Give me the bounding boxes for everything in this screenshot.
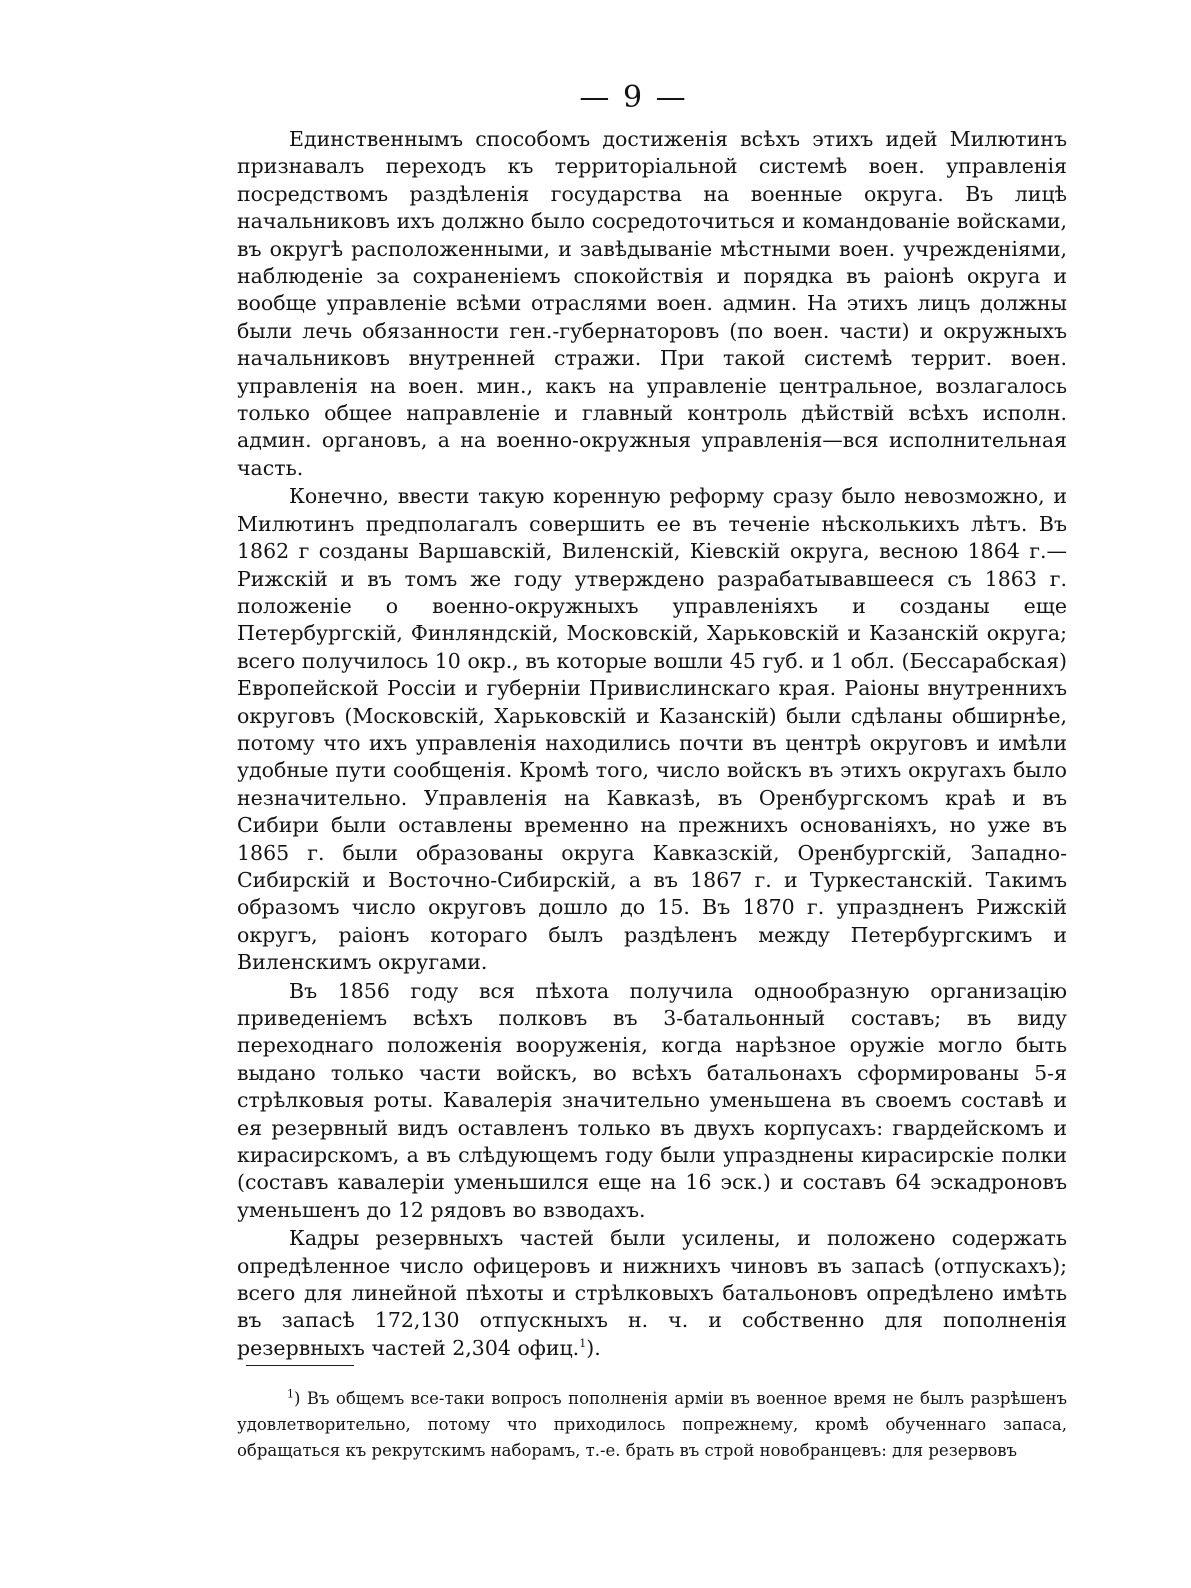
paragraph-4-tail: ). <box>586 1335 601 1360</box>
footnote-reference: 1 <box>579 1337 587 1351</box>
footnote-text-line <box>237 1386 1067 1464</box>
page-number: — 9 — <box>579 80 688 115</box>
footnote-marker: 1 <box>287 1387 294 1401</box>
footnote-text: ) Въ общемъ все-таки вопросъ пополненія арміи въ военное время не былъ разрѣшенъ удовлетворительно, потому что приходилось попрежнему, кромѣ обученнаго запаса, обращаться къ рекрутскимъ наборамъ, т.-е. брать въ строй новобранцевъ: для резервовъ <box>237 1389 1067 1460</box>
paragraph-4 <box>237 1225 1067 1362</box>
footnote-divider <box>246 1365 354 1366</box>
paragraph-2: Конечно, ввести такую коренную реформу сразу было невозможно, и Милютинъ предполагалъ совершить ее въ теченіе нѣсколькихъ лѣтъ. Въ 1862 г созданы Варшавскій, Виленскій, Кіевскій округа, весною 1864 г.—Рижскій и въ томъ же году утверждено разрабатывавшееся съ 1863 г. положеніе о военно-окружныхъ управленіяхъ и созданы еще Петербургскій, Финляндскій, Московскій, Харьковскій и Казанскій округа; всего получилось 10 окр., въ которые вошли 45 губ. и 1 обл. (Бессарабская) Европейской Россіи и губерніи Привислинскаго края. Раіоны внутреннихъ округовъ (Московскій, Харьковскій и Казанскій) были сдѣланы обширнѣе, потому что ихъ управленія находились почти въ центрѣ округовъ и имѣли удобные пути сообщенія. Кромѣ того, число войскъ въ этихъ округахъ было незначительно. Управленія на Кавказѣ, въ Оренбургскомъ краѣ и въ Сибири были оставлены временно на прежнихъ основаніяхъ, но уже въ 1865 г. были образованы округа Кавказскій, Оренбургскій, Западно-Сибирскій и Восточно-Сибирскій, а въ 1867 г. и Туркестанскій. Такимъ образомъ число округовъ дошло до 15. Въ 1870 г. упраздненъ Рижскій округъ, раіонъ котораго былъ раздѣленъ между Петербургскимъ и Виленскимъ округами. <box>237 484 1067 975</box>
paragraph-3: Въ 1856 году вся пѣхота получила однообразную организацію приведеніемъ всѣхъ полковъ въ 3-батальонный составъ; въ виду переходнаго положенія вооруженія, когда нарѣзное оружіе могло быть выдано только части войскъ, во всѣхъ батальонахъ сформированы 5-я стрѣлковыя роты. Кавалерія значительно уменьшена въ своемъ составѣ и ея резервный видъ оставленъ только въ двухъ корпусахъ: гвардейскомъ и кирасирскомъ, а въ слѣдующемъ году были упразднены кирасирскіе полки (составъ кавалеріи уменьшился еще на 16 эск.) и составъ 64 эскадроновъ уменьшенъ до 12 рядовъ во взводахъ. <box>237 978 1067 1222</box>
body-text <box>237 126 1067 1363</box>
paragraph-4-text: Кадры резервныхъ частей были усилены, и положено содержать опредѣленное число офицеровъ и нижнихъ чиновъ въ запасѣ (отпускахъ); всего для линейной пѣхоты и стрѣлковыхъ батальоновъ опредѣлено имѣть въ запасѣ 172,130 отпускныхъ н. ч. и собственно для пополненія резервныхъ частей 2,304 офиц. <box>237 1226 1067 1360</box>
paragraph-1: Единственнымъ способомъ достиженія всѣхъ этихъ идей Милютинъ признавалъ переходъ къ территоріальной системѣ воен. управленія посредствомъ раздѣленія государства на военные округа. Въ лицѣ начальниковъ ихъ должно было сосредоточиться и командованіе войсками, въ округѣ расположенными, и завѣдываніе мѣстными воен. учрежденіями, наблюденіе за сохраненіемъ спокойствія и порядка въ раіонѣ округа и вообще управленіе всѣми отраслями воен. админ. На этихъ лицъ должны были лечь обязанности ген.-губернаторовъ (по воен. части) и окружныхъ начальниковъ внутренней стражи. При такой системѣ террит. воен. управленія на воен. мин., какъ на управленіе центральное, возлагалось только общее направленіе и главный контроль дѣйствій всѣхъ исполн. админ. органовъ, а на военно-окружныя управленія—вся исполнительная часть. <box>237 127 1067 480</box>
footnote <box>237 1386 1067 1464</box>
